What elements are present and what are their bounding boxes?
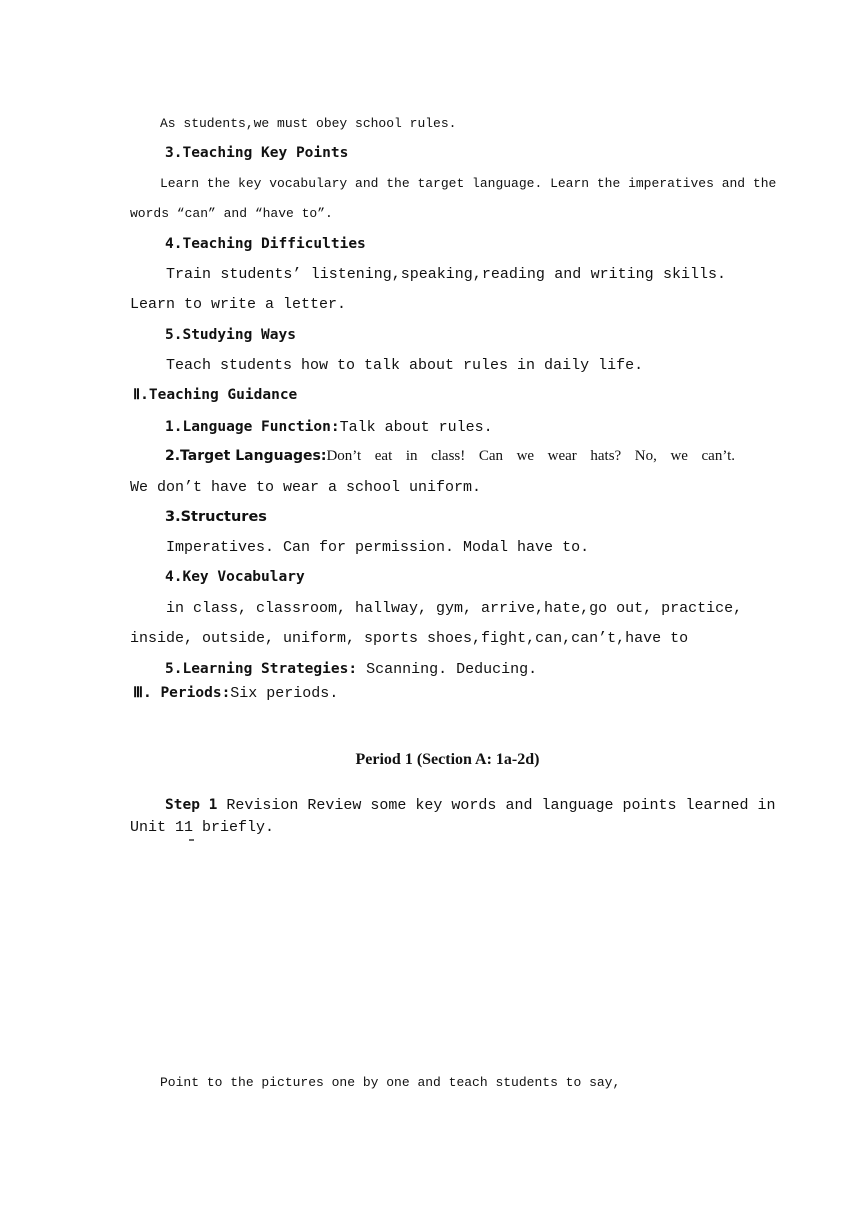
vocabulary-heading: 4.Key Vocabulary (165, 569, 305, 585)
key-points-line-2: words “can” and “have to”. (130, 206, 333, 221)
key-points-heading: 3.Teaching Key Points (165, 145, 349, 161)
periods-text: Six periods. (230, 685, 339, 702)
step-1-line (165, 797, 775, 813)
vocabulary-line-2: inside, outside, uniform, sports shoes,fight,can,can’t,have to (130, 630, 689, 647)
learning-strategies-text: Scanning. Deducing. (357, 661, 538, 678)
difficulties-heading: 4.Teaching Difficulties (165, 236, 366, 252)
period-1-title: Period 1 (Section A: 1a-2d) (355, 751, 540, 768)
difficulties-line-2: Learn to write a letter. (130, 296, 347, 313)
target-languages-line (165, 449, 735, 464)
studying-heading: 5.Studying Ways (165, 327, 296, 343)
editor-mark (189, 839, 194, 841)
intro-text: As students,we must obey school rules. (160, 116, 457, 131)
periods-line (133, 685, 338, 701)
language-function-text: Talk about rules. (339, 419, 493, 436)
key-points-line-1: Learn the key vocabulary and the target language. Learn the imperatives and the (160, 176, 777, 191)
target-languages-line-2: We don’t have to wear a school uniform. (130, 479, 482, 496)
learning-strategies-line (165, 661, 537, 677)
language-function-line (165, 419, 493, 435)
structures-heading: 3.Structures (165, 509, 267, 525)
structures-text: Imperatives. Can for permission. Modal have to. (166, 539, 590, 556)
periods-label: Ⅲ. Periods: (133, 685, 231, 701)
step-1-line-2: Unit 11 briefly. (130, 819, 275, 836)
studying-line-1: Teach students how to talk about rules in daily life. (166, 357, 644, 374)
language-function-label: 1.Language Function: (165, 419, 340, 435)
target-languages-label: 2.Target Languages: (165, 448, 327, 464)
difficulties-line-1: Train students’ listening,speaking,reading and writing skills. (166, 266, 726, 283)
footer-line: Point to the pictures one by one and teach students to say, (160, 1075, 621, 1090)
guidance-heading: Ⅱ.Teaching Guidance (133, 387, 298, 403)
target-languages-text: Don’t eat in class! Can we wear hats? No, we can’t. (326, 448, 735, 464)
learning-strategies-label: 5.Learning Strategies: (165, 661, 358, 677)
step-1-text: Revision Review some key words and language points learned in (217, 797, 776, 814)
vocabulary-line-1: in class, classroom, hallway, gym, arrive,hate,go out, practice, (166, 600, 743, 617)
step-1-label: Step 1 (165, 797, 218, 813)
